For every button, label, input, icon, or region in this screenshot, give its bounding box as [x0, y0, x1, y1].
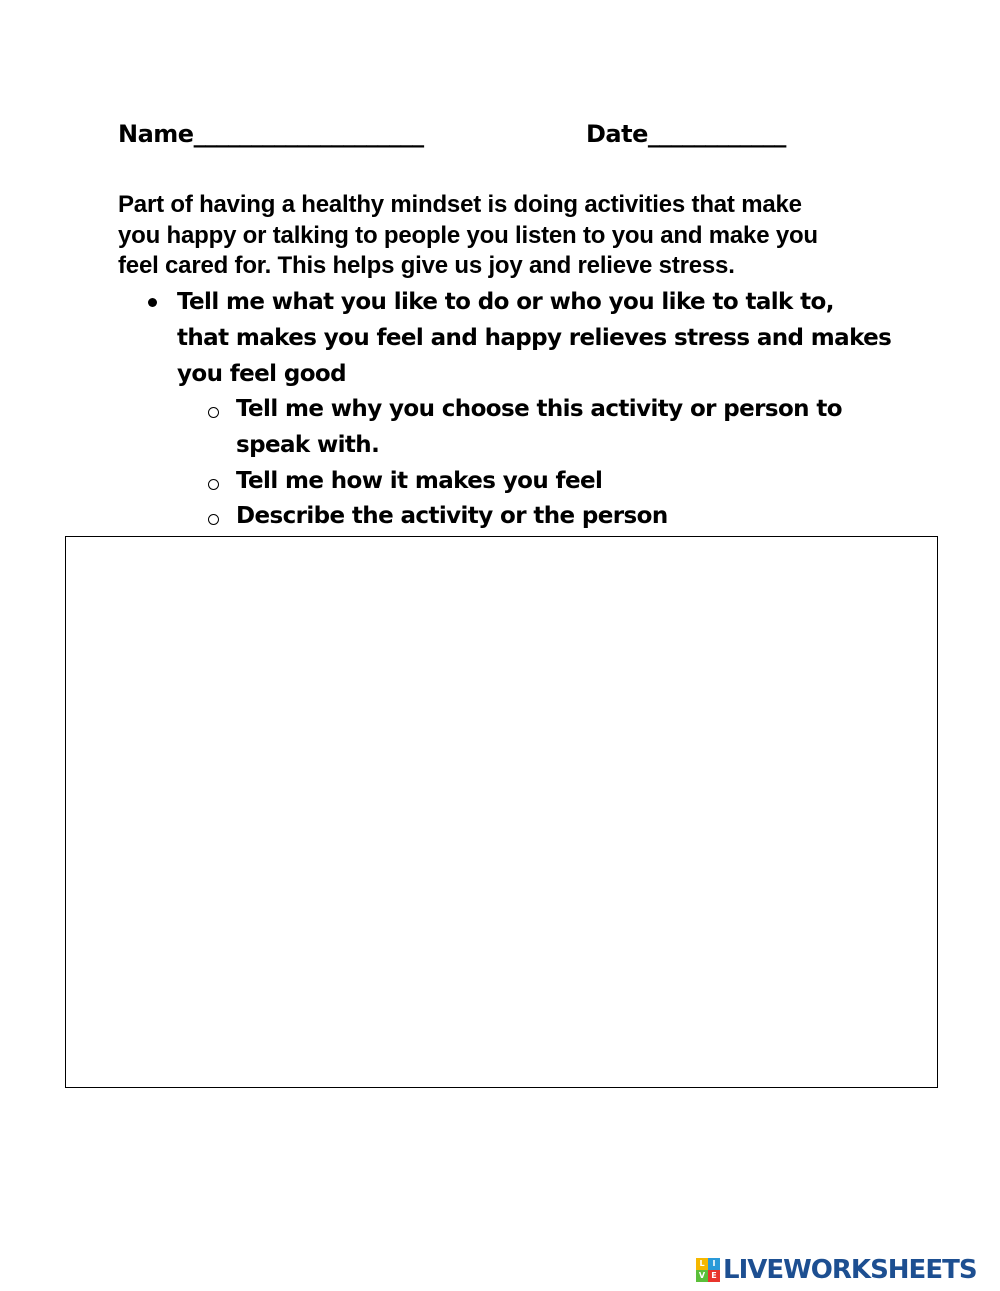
bullet-icon	[148, 298, 157, 307]
header-row	[118, 120, 878, 156]
hollow-circle-icon	[208, 479, 219, 490]
intro-line: feel cared for. This helps give us joy and relieve stress.	[118, 252, 735, 279]
prompt-line: Tell me what you like to do or who you like to talk to,	[177, 289, 834, 315]
hollow-circle-icon	[208, 514, 219, 525]
sub-prompt-line: Tell me how it makes you feel	[236, 468, 603, 494]
prompt-line: you feel good	[177, 361, 347, 387]
sub-prompt-line: Tell me why you choose this activity or person to	[236, 396, 842, 422]
answer-box[interactable]	[65, 536, 938, 1088]
sub-prompt-line: speak with.	[236, 432, 380, 458]
hollow-circle-icon	[208, 407, 219, 418]
intro-line: Part of having a healthy mindset is doing activities that make	[118, 191, 802, 218]
prompt-line: that makes you feel and happy relieves stress and makes	[177, 325, 892, 351]
sub-prompt-line: Describe the activity or the person	[236, 503, 668, 529]
name-field[interactable]: Name____________________	[118, 120, 424, 148]
intro-paragraph	[118, 190, 878, 282]
logo-letter-l: L	[696, 1258, 708, 1270]
liveworksheets-logo-icon	[696, 1258, 720, 1282]
logo-letter-e: E	[708, 1270, 720, 1282]
liveworksheets-brand	[696, 1254, 977, 1286]
date-field[interactable]: Date____________	[586, 120, 786, 148]
logo-letter-v: V	[696, 1270, 708, 1282]
brand-text: LIVEWORKSHEETS	[723, 1255, 977, 1285]
intro-line: you happy or talking to people you listen to you and make you	[118, 221, 818, 249]
logo-letter-i: I	[708, 1258, 720, 1270]
